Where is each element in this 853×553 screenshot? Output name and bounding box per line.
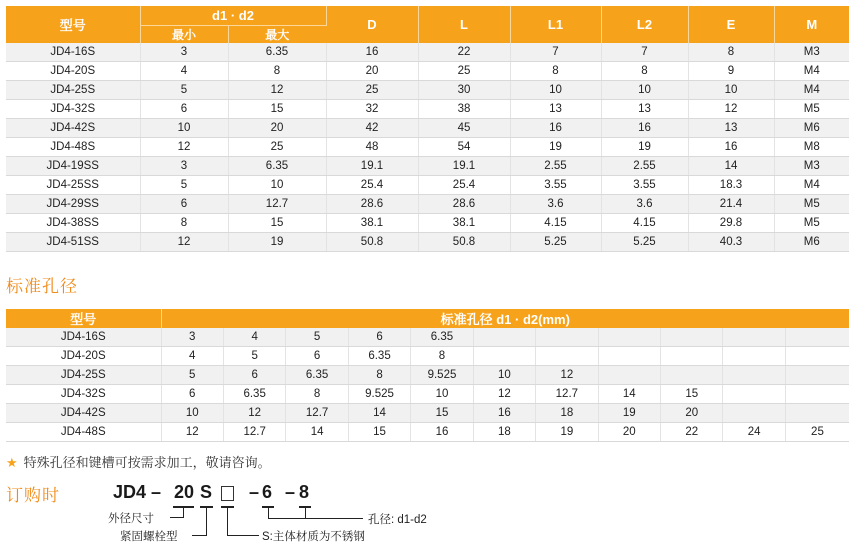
bore-cell: 8 [348, 366, 410, 385]
bore-cell: 6.35 [348, 347, 410, 366]
spec-cell: 16 [601, 119, 688, 138]
bore-cell: 12 [473, 385, 535, 404]
bore-cell: 4 [223, 328, 285, 347]
anno-material: S:主体材质为不锈钢 [262, 531, 365, 543]
spec-cell: 54 [418, 138, 510, 157]
spec-cell: 10 [510, 81, 601, 100]
bore-cell [723, 347, 785, 366]
header-model: 型号 [6, 6, 140, 43]
spec-cell: 10 [601, 81, 688, 100]
model-cell: JD4-25S [6, 81, 140, 100]
bore-cell: 16 [473, 404, 535, 423]
bore-cell: 12 [223, 404, 285, 423]
spec-table [6, 6, 849, 252]
spec-cell: 25 [228, 138, 326, 157]
spec-cell: M3 [774, 157, 849, 176]
header-L2: L2 [601, 6, 688, 43]
spec-cell: 4.15 [510, 214, 601, 233]
code-box-icon [221, 486, 234, 501]
bore-model-cell: JD4-32S [6, 385, 161, 404]
model-cell: JD4-51SS [6, 233, 140, 252]
header-M: M [774, 6, 849, 43]
bore-cell: 12 [536, 366, 598, 385]
code-d1: 6 [262, 482, 273, 502]
spec-cell: 9 [688, 62, 774, 81]
bore-cell [785, 366, 849, 385]
bore-table-body [6, 328, 849, 442]
bore-model-cell: JD4-25S [6, 366, 161, 385]
bore-cell: 16 [411, 423, 473, 442]
bore-cell: 15 [411, 404, 473, 423]
leader-size-v [183, 508, 184, 517]
spec-cell: 25 [326, 81, 418, 100]
spec-cell: 38.1 [418, 214, 510, 233]
bore-cell [536, 328, 598, 347]
bore-cell [473, 347, 535, 366]
spec-cell: 3.55 [601, 176, 688, 195]
spec-cell: 3.6 [510, 195, 601, 214]
leader-bore-h [268, 518, 363, 519]
anno-outer-size: 外径尺寸 [108, 513, 154, 525]
spec-cell: 5.25 [510, 233, 601, 252]
bore-cell: 19 [536, 423, 598, 442]
leader-size-h [170, 517, 184, 518]
spec-cell: 18.3 [688, 176, 774, 195]
bore-cell [785, 404, 849, 423]
anno-screw-type: 紧固螺栓型 [120, 531, 178, 543]
spec-cell: 13 [688, 119, 774, 138]
leader-bore-v2 [305, 508, 306, 518]
bore-cell [785, 328, 849, 347]
model-cell: JD4-48S [6, 138, 140, 157]
spec-cell: 38 [418, 100, 510, 119]
model-cell: JD4-25SS [6, 176, 140, 195]
spec-cell: 28.6 [326, 195, 418, 214]
header-d-max: 最大 [228, 26, 326, 44]
spec-row [6, 138, 849, 157]
bore-cell: 8 [286, 385, 348, 404]
bore-model-cell: JD4-16S [6, 328, 161, 347]
spec-row [6, 43, 849, 62]
model-cell: JD4-16S [6, 43, 140, 62]
spec-cell: 45 [418, 119, 510, 138]
spec-cell: 15 [228, 214, 326, 233]
spec-cell: 19 [228, 233, 326, 252]
spec-cell: M8 [774, 138, 849, 157]
spec-cell: 6.35 [228, 43, 326, 62]
bore-cell: 6 [348, 328, 410, 347]
model-cell: JD4-38SS [6, 214, 140, 233]
spec-cell: 6 [140, 100, 228, 119]
bore-cell: 12.7 [223, 423, 285, 442]
spec-cell: 10 [140, 119, 228, 138]
spec-cell: 3 [140, 157, 228, 176]
order-label: 订购时 [6, 486, 60, 505]
spec-cell: 50.8 [326, 233, 418, 252]
spec-cell: M4 [774, 81, 849, 100]
bore-cell: 6.35 [223, 385, 285, 404]
spec-cell: M3 [774, 43, 849, 62]
bore-cell: 4 [161, 347, 223, 366]
note-text: 特殊孔径和键槽可按需求加工，敬请咨询。 [23, 455, 271, 470]
bore-cell: 18 [536, 404, 598, 423]
spec-cell: 3.55 [510, 176, 601, 195]
bore-cell: 6 [223, 366, 285, 385]
bore-cell: 14 [598, 385, 660, 404]
anno-bore: 孔径: d1-d2 [368, 514, 427, 526]
spec-cell: 10 [228, 176, 326, 195]
custom-note [6, 452, 271, 471]
spec-cell: M4 [774, 62, 849, 81]
bore-model-cell: JD4-48S [6, 423, 161, 442]
bore-cell: 6.35 [411, 328, 473, 347]
spec-row [6, 62, 849, 81]
bore-cell: 10 [161, 404, 223, 423]
bore-cell: 10 [473, 366, 535, 385]
bore-cell [723, 328, 785, 347]
spec-cell: 21.4 [688, 195, 774, 214]
spec-cell: 15 [228, 100, 326, 119]
spec-cell: 50.8 [418, 233, 510, 252]
bore-cell: 6.35 [286, 366, 348, 385]
bore-cell: 10 [411, 385, 473, 404]
bore-cell: 19 [598, 404, 660, 423]
star-icon: ★ [6, 455, 18, 470]
spec-cell: 12.7 [228, 195, 326, 214]
spec-cell: 25.4 [418, 176, 510, 195]
spec-cell: 19.1 [418, 157, 510, 176]
spec-cell: 6 [140, 195, 228, 214]
spec-row [6, 176, 849, 195]
section-title-standard-bores: 标准孔径 [6, 277, 78, 296]
spec-cell: 28.6 [418, 195, 510, 214]
bore-cell: 20 [598, 423, 660, 442]
bore-row [6, 366, 849, 385]
spec-cell: 20 [228, 119, 326, 138]
spec-cell: M4 [774, 176, 849, 195]
bore-header-bores: 标准孔径 d1 · d2(mm) [161, 309, 849, 328]
bore-cell [473, 328, 535, 347]
spec-cell: 8 [510, 62, 601, 81]
spec-cell: 10 [688, 81, 774, 100]
bore-cell [785, 347, 849, 366]
code-d2: 8 [299, 482, 310, 502]
spec-cell: 3.6 [601, 195, 688, 214]
header-d-min: 最小 [140, 26, 228, 44]
spec-cell: 40.3 [688, 233, 774, 252]
spec-row [6, 81, 849, 100]
leader-bore-v1 [268, 508, 269, 518]
bore-cell [785, 385, 849, 404]
bore-cell: 22 [661, 423, 723, 442]
spec-cell: 8 [601, 62, 688, 81]
header-L: L [418, 6, 510, 43]
bore-row [6, 385, 849, 404]
bore-cell: 9.525 [348, 385, 410, 404]
spec-cell: M6 [774, 233, 849, 252]
bore-cell: 15 [661, 385, 723, 404]
code-size: 20 [174, 482, 195, 502]
spec-row [6, 119, 849, 138]
bore-cell: 8 [411, 347, 473, 366]
spec-cell: 19.1 [326, 157, 418, 176]
spec-table-body [6, 43, 849, 252]
bore-cell: 20 [661, 404, 723, 423]
bore-cell [723, 385, 785, 404]
header-d-group: d1 · d2 [140, 6, 326, 26]
model-cell: JD4-32S [6, 100, 140, 119]
model-cell: JD4-29SS [6, 195, 140, 214]
spec-cell: 19 [510, 138, 601, 157]
bore-row [6, 347, 849, 366]
bore-cell: 6 [286, 347, 348, 366]
bore-cell: 12.7 [286, 404, 348, 423]
spec-cell: M5 [774, 195, 849, 214]
spec-cell: 48 [326, 138, 418, 157]
bore-row [6, 404, 849, 423]
spec-cell: 3 [140, 43, 228, 62]
spec-row [6, 195, 849, 214]
spec-cell: 13 [601, 100, 688, 119]
code-s: S [200, 482, 213, 502]
spec-cell: 19 [601, 138, 688, 157]
bore-model-cell: JD4-20S [6, 347, 161, 366]
bore-cell [598, 347, 660, 366]
spec-cell: 29.8 [688, 214, 774, 233]
spec-cell: 20 [326, 62, 418, 81]
spec-cell: 14 [688, 157, 774, 176]
bore-cell [598, 366, 660, 385]
spec-row [6, 233, 849, 252]
bore-cell: 14 [348, 404, 410, 423]
header-E: E [688, 6, 774, 43]
spec-cell: 8 [228, 62, 326, 81]
spec-cell: 7 [601, 43, 688, 62]
bore-cell [723, 404, 785, 423]
spec-cell: 8 [688, 43, 774, 62]
spec-cell: 16 [688, 138, 774, 157]
spec-cell: 2.55 [601, 157, 688, 176]
spec-cell: 4.15 [601, 214, 688, 233]
leader-type-v [206, 508, 207, 535]
bore-cell: 18 [473, 423, 535, 442]
spec-cell: 5.25 [601, 233, 688, 252]
spec-cell: M5 [774, 214, 849, 233]
code-sep1: – [249, 482, 260, 502]
bore-cell [598, 328, 660, 347]
spec-cell: 5 [140, 81, 228, 100]
leader-material-v [227, 508, 228, 535]
bore-cell: 12.7 [536, 385, 598, 404]
spec-cell: M6 [774, 119, 849, 138]
spec-cell: 5 [140, 176, 228, 195]
spec-cell: 25.4 [326, 176, 418, 195]
model-cell: JD4-20S [6, 62, 140, 81]
spec-cell: 12 [140, 138, 228, 157]
bore-cell: 14 [286, 423, 348, 442]
spec-row [6, 100, 849, 119]
bore-model-cell: JD4-42S [6, 404, 161, 423]
spec-cell: 8 [140, 214, 228, 233]
bore-row [6, 423, 849, 442]
leader-type-h [192, 535, 207, 536]
bore-cell [661, 347, 723, 366]
spec-cell: 13 [510, 100, 601, 119]
spec-cell: 16 [326, 43, 418, 62]
spec-row [6, 214, 849, 233]
bore-cell [536, 347, 598, 366]
spec-cell: 16 [510, 119, 601, 138]
bore-cell: 5 [161, 366, 223, 385]
leader-material-h [227, 535, 259, 536]
spec-cell: 30 [418, 81, 510, 100]
bore-cell [661, 328, 723, 347]
spec-row [6, 157, 849, 176]
spec-cell: 12 [228, 81, 326, 100]
bore-cell: 24 [723, 423, 785, 442]
code-sep2: – [285, 482, 296, 502]
spec-cell: 12 [688, 100, 774, 119]
model-cell: JD4-42S [6, 119, 140, 138]
bore-cell [723, 366, 785, 385]
bore-cell: 5 [286, 328, 348, 347]
model-cell: JD4-19SS [6, 157, 140, 176]
bore-table [6, 309, 849, 442]
bore-row [6, 328, 849, 347]
bore-cell: 6 [161, 385, 223, 404]
bore-header-model: 型号 [6, 309, 161, 328]
spec-cell: 38.1 [326, 214, 418, 233]
code-prefix: JD4 – [113, 482, 162, 502]
spec-cell: 42 [326, 119, 418, 138]
bore-cell: 5 [223, 347, 285, 366]
spec-cell: 2.55 [510, 157, 601, 176]
bore-cell: 12 [161, 423, 223, 442]
spec-cell: 4 [140, 62, 228, 81]
header-D: D [326, 6, 418, 43]
bore-cell [661, 366, 723, 385]
bore-cell: 9.525 [411, 366, 473, 385]
header-L1: L1 [510, 6, 601, 43]
spec-cell: 12 [140, 233, 228, 252]
spec-cell: 6.35 [228, 157, 326, 176]
spec-cell: 32 [326, 100, 418, 119]
bore-cell: 15 [348, 423, 410, 442]
bore-cell: 25 [785, 423, 849, 442]
spec-cell: 7 [510, 43, 601, 62]
bore-cell: 3 [161, 328, 223, 347]
spec-cell: 25 [418, 62, 510, 81]
spec-cell: 22 [418, 43, 510, 62]
spec-cell: M5 [774, 100, 849, 119]
